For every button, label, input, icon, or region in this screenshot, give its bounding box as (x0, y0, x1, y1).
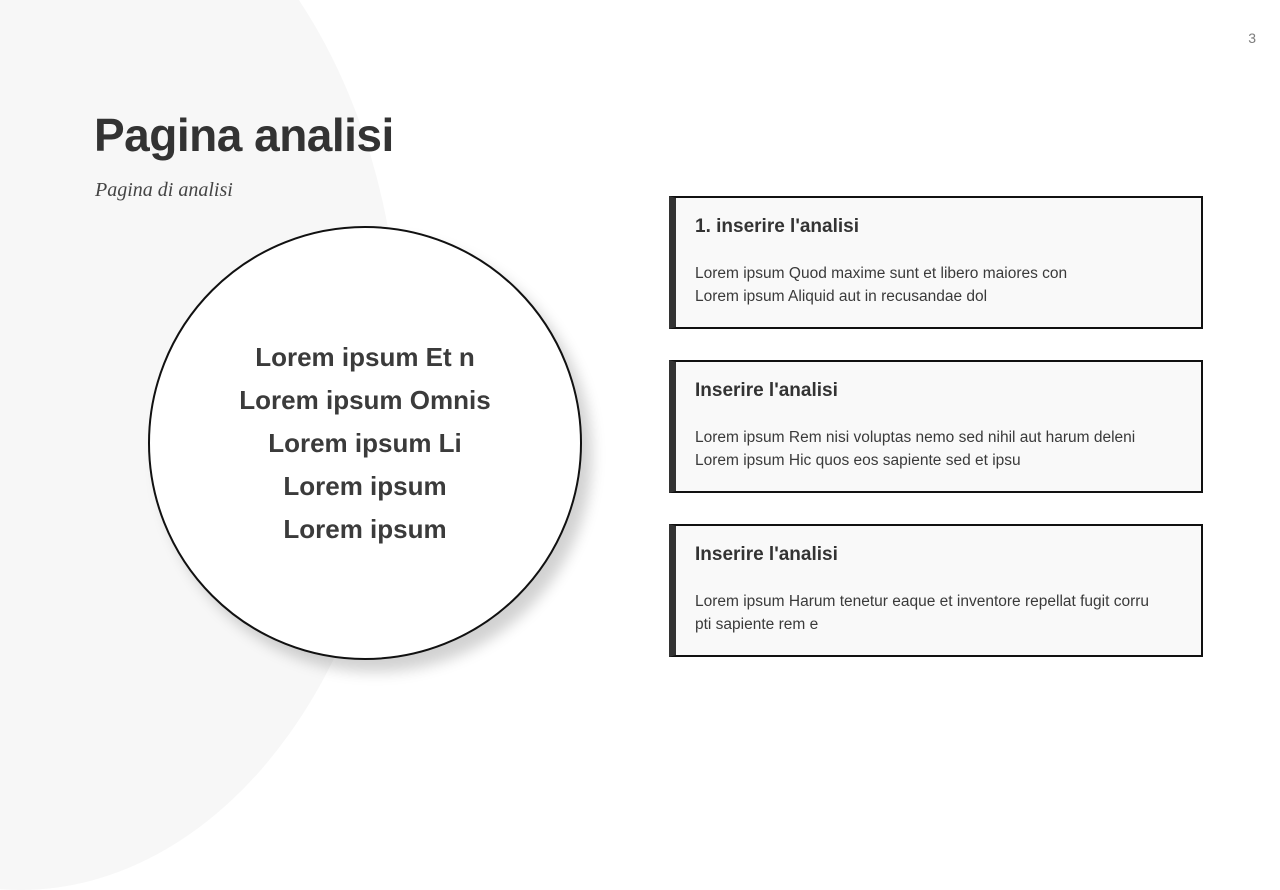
analysis-card-2 (669, 360, 1203, 493)
analysis-card-line-1: Lorem ipsum Quod maxime sunt et libero maiores con (695, 265, 1068, 282)
circle-line-3: Lorem ipsum Li (268, 427, 462, 458)
circle-line-1: Lorem ipsum Et n (255, 341, 475, 372)
analysis-card-line-2: Lorem ipsum Aliquid aut in recusandae dol (695, 288, 988, 305)
summary-circle (148, 226, 582, 660)
analysis-card-text (695, 262, 1181, 308)
analysis-card-line-2: Lorem ipsum Hic quos eos sapiente sed et ipsu (695, 452, 1021, 469)
analysis-card-line-1: Lorem ipsum Harum tenetur eaque et inventore repellat fugit corru (695, 593, 1150, 610)
analysis-cards (669, 196, 1203, 688)
circle-line-4: Lorem ipsum (283, 470, 447, 501)
analysis-card-1 (669, 196, 1203, 329)
analysis-card-title: Inserire l'analisi (695, 544, 838, 565)
page-number: 3 (1248, 30, 1256, 46)
analysis-card-3 (669, 524, 1203, 657)
circle-line-2: Lorem ipsum Omnis (239, 384, 491, 415)
page-subtitle: Pagina di analisi (95, 179, 233, 201)
analysis-card-title: 1. inserire l'analisi (695, 216, 859, 237)
analysis-card-title: Inserire l'analisi (695, 380, 838, 401)
circle-line-5: Lorem ipsum (283, 513, 447, 544)
analysis-card-text (695, 426, 1181, 472)
analysis-card-line-1: Lorem ipsum Rem nisi voluptas nemo sed nihil aut harum deleni (695, 429, 1136, 446)
page-title: Pagina analisi (94, 109, 394, 161)
analysis-card-text (695, 590, 1181, 636)
analysis-card-line-2: pti sapiente rem e (695, 616, 819, 633)
